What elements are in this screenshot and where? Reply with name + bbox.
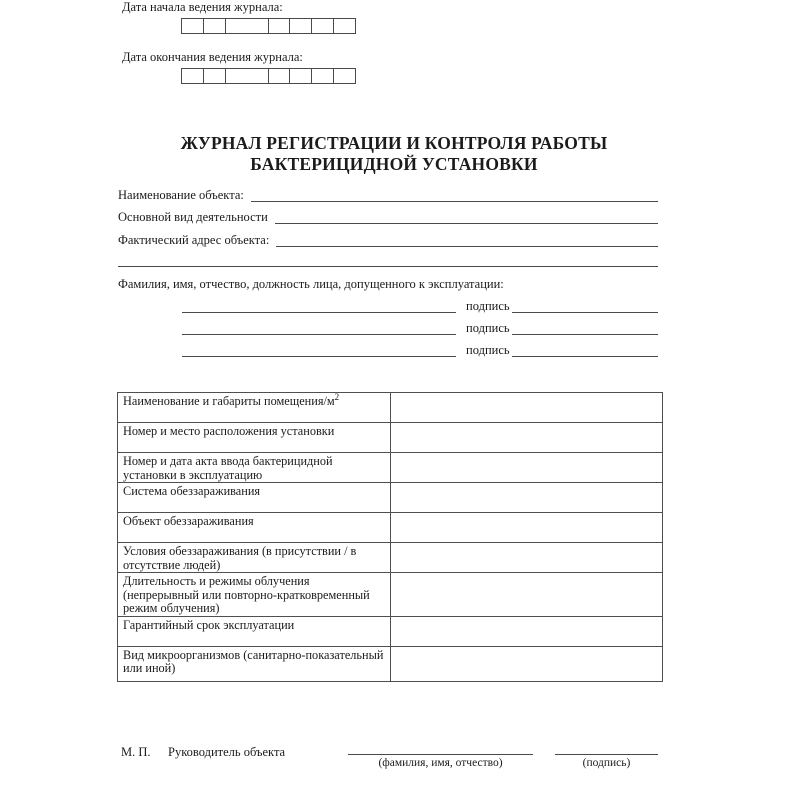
table-row — [118, 393, 663, 423]
form-title-line2: БАКТЕРИЦИДНОЙ УСТАНОВКИ — [250, 154, 538, 174]
row-label-cell — [118, 543, 391, 573]
date-digit-cell — [226, 69, 269, 83]
head-name-field — [348, 745, 533, 769]
row-value-cell — [391, 646, 663, 681]
person-name-line — [182, 299, 456, 313]
row-label-cell — [118, 513, 391, 543]
field-label-activity: Основной вид деятельности — [118, 210, 268, 224]
row-label: Номер и дата акта ввода бактерицидной установки в эксплуатацию — [123, 454, 333, 482]
head-name-caption: (фамилия, имя, отчество) — [378, 757, 503, 769]
field-line-address-continued — [118, 247, 658, 267]
person-name-line — [182, 343, 456, 357]
object-fields — [118, 179, 658, 267]
date-digit-cell — [334, 69, 355, 83]
date-digit-cell — [226, 19, 269, 33]
row-value-cell — [391, 453, 663, 483]
date-digit-cell — [269, 69, 291, 83]
row-value-cell — [391, 393, 663, 423]
signature-word: подпись — [466, 321, 510, 335]
signature-line — [512, 299, 658, 313]
signature-word: подпись — [466, 343, 510, 357]
row-label: Объект обеззараживания — [123, 514, 254, 528]
row-label-cell — [118, 616, 391, 646]
row-label-cell — [118, 646, 391, 681]
form-title-line1: ЖУРНАЛ РЕГИСТРАЦИИ И КОНТРОЛЯ РАБОТЫ — [180, 133, 608, 153]
stamp-place-abbr: М. П. — [121, 745, 151, 759]
table-row — [118, 646, 663, 681]
date-digit-cell — [182, 19, 204, 33]
superscript-2: 2 — [334, 391, 340, 402]
row-label: Наименование и габариты помещения/м — [123, 394, 335, 408]
date-digit-cell — [312, 69, 334, 83]
persons-header: Фамилия, имя, отчество, должность лица, допущенного к эксплуатации: — [118, 277, 504, 291]
date-digit-cell — [312, 19, 334, 33]
table-row — [118, 453, 663, 483]
head-name-line — [348, 745, 533, 755]
signature-row — [118, 313, 658, 335]
field-line-object-name — [251, 186, 658, 202]
row-value-cell — [391, 423, 663, 453]
date-digit-cell — [269, 19, 291, 33]
signature-line — [512, 321, 658, 335]
date-end-boxes — [181, 68, 356, 84]
table-row — [118, 423, 663, 453]
field-row — [118, 179, 658, 202]
table-row — [118, 573, 663, 617]
row-label: Номер и место расположения установки — [123, 424, 335, 438]
field-row — [118, 224, 658, 247]
date-digit-cell — [334, 19, 355, 33]
field-line-address — [276, 231, 658, 247]
table-row — [118, 543, 663, 573]
row-label: Вид микроорганизмов (санитарно-показательный или иной) — [123, 647, 384, 675]
row-value-cell — [391, 573, 663, 617]
row-value-cell — [391, 483, 663, 513]
signature-row — [118, 291, 658, 313]
signature-row — [118, 335, 658, 357]
row-label: Гарантийный срок эксплуатации — [123, 617, 295, 632]
head-signature-caption: (подпись) — [582, 757, 631, 769]
signature-word: подпись — [466, 299, 510, 313]
row-value-cell — [391, 616, 663, 646]
table-row — [118, 616, 663, 646]
row-label: Условия обеззараживания (в присутствии / в отсутствие людей) — [123, 544, 357, 572]
row-value-cell — [391, 543, 663, 573]
date-digit-cell — [204, 69, 226, 83]
date-digit-cell — [290, 19, 312, 33]
installation-table — [117, 392, 663, 682]
field-line-activity — [275, 208, 658, 224]
table-row — [118, 483, 663, 513]
field-label-address: Фактический адрес объекта: — [118, 232, 270, 247]
date-end-label: Дата окончания ведения журнала: — [122, 50, 303, 64]
date-start-label: Дата начала ведения журнала: — [122, 0, 283, 14]
date-section — [122, 1, 422, 84]
field-row — [118, 202, 658, 225]
row-value-cell — [391, 513, 663, 543]
row-label: Система обеззараживания — [123, 484, 261, 498]
footer-section — [118, 745, 663, 785]
head-signature-field — [555, 745, 658, 769]
date-digit-cell — [182, 69, 204, 83]
row-label-cell — [118, 483, 391, 513]
date-start-boxes — [181, 18, 356, 34]
form-title — [120, 133, 668, 175]
head-of-object-label: Руководитель объекта — [168, 745, 286, 759]
persons-section — [118, 278, 658, 357]
head-signature-line — [555, 745, 658, 755]
row-label: Длительность и режимы облучения (непрерывный или повторно-кратковременный режим облучения) — [123, 574, 370, 615]
row-label-cell — [118, 393, 391, 423]
row-label-cell — [118, 453, 391, 483]
row-label-cell — [118, 573, 391, 617]
date-digit-cell — [204, 19, 226, 33]
person-name-line — [182, 321, 456, 335]
field-label-object-name: Наименование объекта: — [118, 187, 244, 202]
date-digit-cell — [290, 69, 312, 83]
signature-line — [512, 343, 658, 357]
table-row — [118, 513, 663, 543]
row-label-cell — [118, 423, 391, 453]
